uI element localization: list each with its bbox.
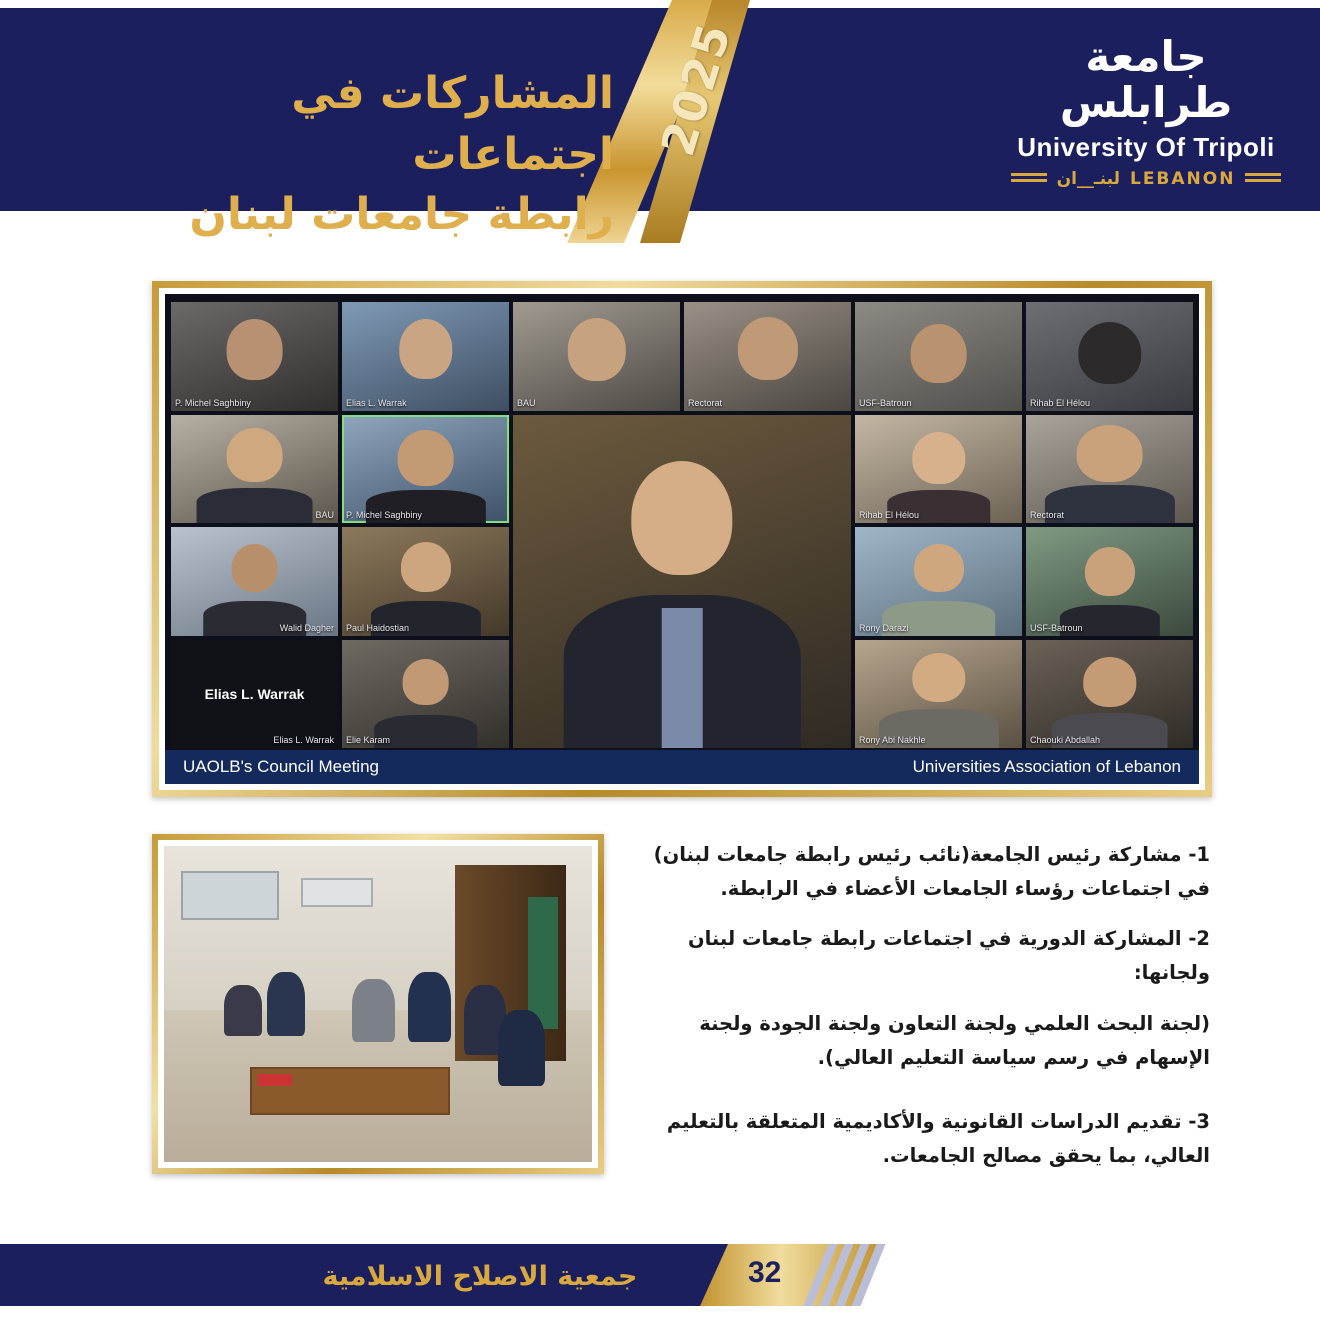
participant-name: USF-Batroun: [1030, 622, 1083, 633]
office-meeting-photo: [158, 840, 598, 1168]
participant-portrait: [684, 302, 851, 411]
seated-person: [267, 972, 306, 1035]
participant-portrait: [1026, 640, 1193, 749]
participant-portrait: [171, 415, 338, 524]
participant-name: Rony Abi Nakhle: [859, 735, 926, 745]
participant-name: USF-Batroun: [859, 397, 912, 408]
participant-name: Rectorat: [688, 397, 723, 408]
page-header: [0, 0, 1320, 241]
participant-name: Chaouki Abdallah: [1030, 735, 1101, 745]
footer-stripes-decoration: [812, 1244, 922, 1306]
video-tile: [1026, 415, 1193, 524]
participant-portrait: [342, 415, 509, 524]
body-item-1: 1- مشاركة رئيس الجامعة(نائب رئيس رابطة جامعات لبنان) في اجتماعات رؤساء الجامعات الأعضاء في الرابطة.: [653, 843, 1210, 901]
video-tile-name-card: [171, 640, 338, 749]
participant-portrait: [171, 302, 338, 411]
seated-person: [408, 972, 451, 1042]
participant-portrait: [855, 415, 1022, 524]
video-tile-active-speaker: [342, 415, 509, 524]
body-text-block: [620, 838, 1210, 1189]
association-name: جمعية الاصلاح الاسلامية: [322, 1261, 638, 1292]
participant-portrait: [342, 640, 509, 749]
page-footer: [0, 1224, 1320, 1320]
participant-portrait: [1026, 302, 1193, 411]
year-label: 2025: [650, 16, 742, 162]
participant-portrait: [855, 302, 1022, 411]
seated-person: [352, 979, 395, 1042]
wall-picture: [181, 871, 279, 919]
participant-portrait: [513, 415, 851, 749]
participant-name: P. Michel Saghbiny: [346, 510, 422, 520]
video-tile: [855, 640, 1022, 749]
page-title-line1: المشاركات في اجتماعات: [291, 68, 614, 180]
video-meeting-photo-frame: [152, 281, 1212, 797]
participant-name: Elias L. Warrak: [273, 735, 334, 745]
participant-name: Elie Karam: [346, 735, 391, 745]
participant-portrait: [1026, 527, 1193, 636]
participant-name: Rony Darazi: [859, 622, 909, 633]
video-meeting-photo: [159, 288, 1205, 790]
video-tile: [342, 640, 509, 749]
video-tile: [1026, 527, 1193, 636]
logo-country-en: LEBANON: [1129, 169, 1236, 190]
page-title: [94, 64, 614, 246]
logo-country-line: [996, 169, 1296, 189]
video-tile: [855, 415, 1022, 524]
logo-english-name: University Of Tripoli: [1017, 132, 1275, 163]
university-logo: [996, 34, 1296, 189]
video-tile: [513, 302, 680, 411]
red-book: [258, 1074, 292, 1087]
video-tile: [1026, 302, 1193, 411]
participant-name: Rihab El Hélou: [859, 510, 920, 520]
spotlight-name-label: Elias L. Warrak: [204, 685, 305, 702]
participant-name: BAU: [517, 397, 536, 408]
video-tile: [342, 302, 509, 411]
air-conditioner: [301, 878, 373, 907]
participant-portrait: [1026, 415, 1193, 524]
page-title-line2: رابطة جامعات لبنان: [189, 189, 614, 241]
body-item-2-detail: (لجنة البحث العلمي ولجنة التعاون ولجنة الجودة ولجنة الإسهام في رسم سياسة التعليم العالي).: [699, 1011, 1210, 1069]
meeting-title: UAOLB's Council Meeting: [183, 757, 379, 776]
participant-name: Walid Dagher: [279, 622, 334, 633]
video-participant-grid: [171, 302, 1193, 748]
video-tile: [684, 302, 851, 411]
body-item-2: 2- المشاركة الدورية في اجتماعات رابطة جامعات لبنان ولجانها:: [687, 927, 1210, 985]
book-row: [528, 897, 558, 1030]
ornament-bars-right-icon: [1011, 173, 1047, 185]
participant-name: Elias L. Warrak: [346, 397, 407, 408]
seated-person: [224, 985, 263, 1036]
video-caption-bar: [165, 750, 1199, 784]
participant-portrait: [855, 527, 1022, 636]
logo-arabic-name: جامعة طرابلس: [1059, 32, 1233, 128]
participant-portrait: [855, 640, 1022, 749]
seated-person: [498, 1010, 545, 1086]
video-tile: [171, 527, 338, 636]
video-tile: [855, 527, 1022, 636]
body-item-3: 3- تقديم الدراسات القانونية والأكاديمية المتعلقة بالتعليم العالي، بما يحقق مصالح الجامعات.: [666, 1109, 1210, 1167]
video-tile: [171, 302, 338, 411]
participant-name: P. Michel Saghbiny: [175, 397, 251, 408]
participant-portrait: [513, 302, 680, 411]
ornament-bars-left-icon: [1245, 173, 1281, 185]
organization-name: Universities Association of Lebanon: [912, 757, 1181, 776]
video-tile-spotlight: [513, 415, 851, 749]
participant-portrait: [342, 302, 509, 411]
participant-portrait: [171, 527, 338, 636]
participant-name: Rihab El Hélou: [1030, 397, 1091, 408]
video-tile: [171, 415, 338, 524]
office-meeting-photo-frame: [152, 834, 604, 1174]
participant-name: BAU: [315, 510, 334, 520]
video-tile: [855, 302, 1022, 411]
logo-country-ar: لبنـ__ان: [1056, 169, 1120, 190]
participant-portrait: [342, 527, 509, 636]
participant-name: Rectorat: [1030, 510, 1065, 520]
video-tile: [1026, 640, 1193, 749]
participant-name: Paul Haidostian: [346, 622, 410, 633]
video-tile: [342, 527, 509, 636]
page-number: 32: [748, 1256, 782, 1289]
